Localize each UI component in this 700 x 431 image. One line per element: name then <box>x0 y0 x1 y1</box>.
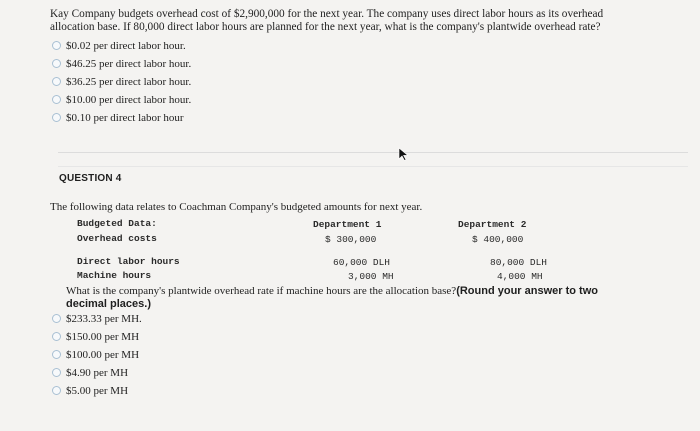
rounding-instruction-continued: decimal places.) <box>66 298 151 310</box>
radio-button[interactable] <box>52 41 61 50</box>
question-3-text <box>50 8 660 34</box>
section-divider <box>58 152 688 153</box>
choice-label: $0.10 per direct labor hour <box>66 111 184 124</box>
radio-button[interactable] <box>52 77 61 86</box>
choice-label: $5.00 per MH <box>66 384 129 397</box>
section-divider <box>58 166 688 167</box>
choice-option[interactable] <box>52 55 191 72</box>
choice-option[interactable] <box>52 364 142 381</box>
department-1-overhead: $ 300,000 <box>325 234 377 245</box>
direct-labor-hours-label: Direct labor hours <box>77 256 180 267</box>
budgeted-data-label: Budgeted Data: <box>77 218 157 229</box>
department-2-dlh: 80,000 DLH <box>490 257 548 268</box>
rounding-instruction: (Round your answer to two <box>456 285 598 297</box>
choice-label: $150.00 per MH <box>66 330 140 343</box>
department-1-dlh: 60,000 DLH <box>333 257 391 268</box>
choice-label: $36.25 per direct labor hour. <box>66 75 192 88</box>
radio-button[interactable] <box>52 332 61 341</box>
question-4-intro: The following data relates to Coachman Company's budgeted amounts for next year. <box>50 201 423 213</box>
choice-label: $10.00 per direct labor hour. <box>66 93 192 106</box>
department-2-overhead: $ 400,000 <box>472 234 524 245</box>
choice-option[interactable] <box>52 109 191 126</box>
question-4-text <box>66 285 666 311</box>
machine-hours-label: Machine hours <box>77 270 152 281</box>
question-3-choices <box>52 37 191 126</box>
question-4-choices <box>52 310 142 399</box>
choice-option[interactable] <box>52 382 142 399</box>
choice-label: $46.25 per direct labor hour. <box>66 57 192 70</box>
choice-option[interactable] <box>52 73 191 90</box>
radio-button[interactable] <box>52 386 61 395</box>
department-2-header: Department 2 <box>458 219 527 230</box>
radio-button[interactable] <box>52 314 61 323</box>
question-4-prompt: What is the company's plantwide overhead rate if machine hours are the allocation base? <box>66 285 457 297</box>
mouse-pointer-icon <box>398 147 410 161</box>
radio-button[interactable] <box>52 59 61 68</box>
choice-option[interactable] <box>52 328 142 345</box>
choice-option[interactable] <box>52 91 191 108</box>
radio-button[interactable] <box>52 95 61 104</box>
choice-option[interactable] <box>52 37 191 54</box>
choice-option[interactable] <box>52 310 142 327</box>
radio-button[interactable] <box>52 368 61 377</box>
choice-option[interactable] <box>52 346 142 363</box>
choice-label: $0.02 per direct labor hour. <box>66 39 186 52</box>
department-1-mh: 3,000 MH <box>348 271 394 282</box>
question-3-line-1: Kay Company budgets overhead cost of $2,900,000 for the next year. The company uses direct labor hours as its overhead <box>50 8 604 20</box>
department-2-mh: 4,000 MH <box>497 271 543 282</box>
choice-label: $233.33 per MH. <box>66 312 142 325</box>
radio-button[interactable] <box>52 350 61 359</box>
question-4-heading: QUESTION 4 <box>59 173 122 184</box>
department-1-header: Department 1 <box>313 219 382 230</box>
overhead-costs-label: Overhead costs <box>77 233 157 244</box>
radio-button[interactable] <box>52 113 61 122</box>
choice-label: $4.90 per MH <box>66 366 129 379</box>
choice-label: $100.00 per MH <box>66 348 140 361</box>
question-3-line-2: allocation base. If 80,000 direct labor hours are planned for the next year, what is the company's plantwide overhead rate? <box>50 21 601 33</box>
